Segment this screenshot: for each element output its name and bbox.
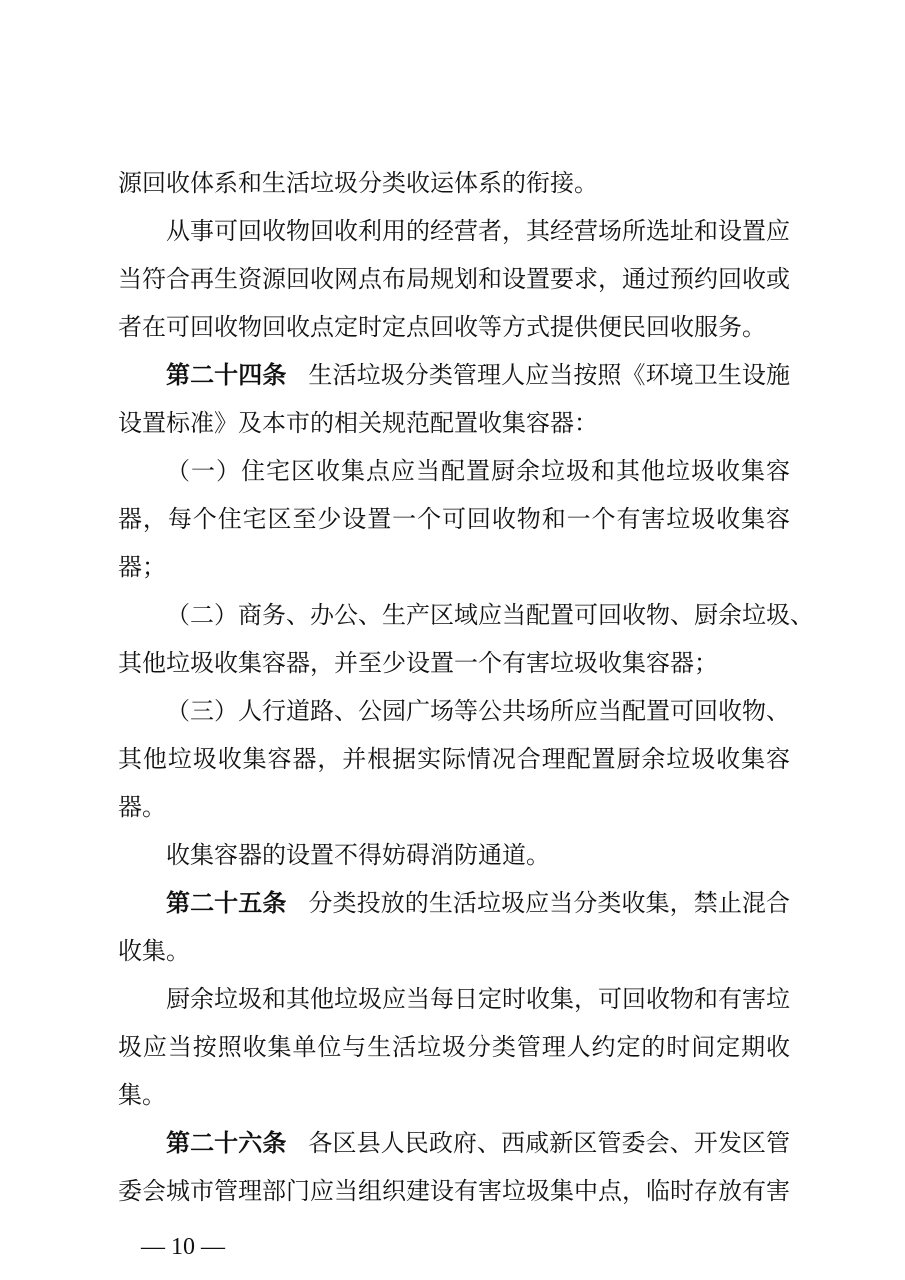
paragraph-line: 从事可回收物回收利用的经营者，其经营场所选址和设置应	[166, 217, 790, 245]
article-24-first-line	[166, 360, 790, 390]
article-25-first-line	[166, 888, 790, 918]
paragraph-line: 器。	[118, 793, 166, 821]
paragraph-line: 其他垃圾收集容器，并根据实际情况合理配置厨余垃圾收集容	[118, 745, 790, 773]
paragraph-line: （一）住宅区收集点应当配置厨余垃圾和其他垃圾收集容	[166, 457, 790, 485]
paragraph-line: 设置标准》及本市的相关规范配置收集容器：	[118, 409, 598, 437]
paragraph-line: 源回收体系和生活垃圾分类收运体系的衔接。	[118, 169, 598, 197]
paragraph-line: （二）商务、办公、生产区域应当配置可回收物、厨余垃圾、	[166, 601, 814, 629]
paragraph-line: 圾应当按照收集单位与生活垃圾分类管理人约定的时间定期收	[118, 1033, 790, 1061]
article-24-text: 生活垃圾分类管理人应当按照《环境卫生设施	[308, 361, 791, 389]
page-number: — 10 —	[141, 1234, 225, 1260]
paragraph-line: （三）人行道路、公园广场等公共场所应当配置可回收物、	[166, 697, 790, 725]
article-26-text: 各区县人民政府、西咸新区管委会、开发区管	[308, 1129, 791, 1157]
paragraph-line: 委会城市管理部门应当组织建设有害垃圾集中点，临时存放有害	[118, 1177, 790, 1205]
paragraph-line: 者在可回收物回收点定时定点回收等方式提供便民回收服务。	[118, 313, 766, 341]
article-26-first-line	[166, 1128, 790, 1158]
article-25-text: 分类投放的生活垃圾应当分类收集，禁止混合	[308, 889, 791, 917]
article-24-number: 第二十四条	[166, 361, 287, 389]
article-25-number: 第二十五条	[166, 889, 287, 917]
paragraph-line: 收集。	[118, 937, 190, 965]
paragraph-line: 收集容器的设置不得妨碍消防通道。	[166, 841, 550, 869]
article-26-number: 第二十六条	[166, 1129, 287, 1157]
paragraph-line: 器；	[118, 553, 166, 581]
paragraph-line: 器，每个住宅区至少设置一个可回收物和一个有害垃圾收集容	[118, 505, 790, 533]
paragraph-line: 集。	[118, 1081, 166, 1109]
paragraph-line: 其他垃圾收集容器，并至少设置一个有害垃圾收集容器；	[118, 649, 718, 677]
paragraph-line: 厨余垃圾和其他垃圾应当每日定时收集，可回收物和有害垃	[166, 985, 790, 1013]
paragraph-line: 当符合再生资源回收网点布局规划和设置要求，通过预约回收或	[118, 265, 790, 293]
